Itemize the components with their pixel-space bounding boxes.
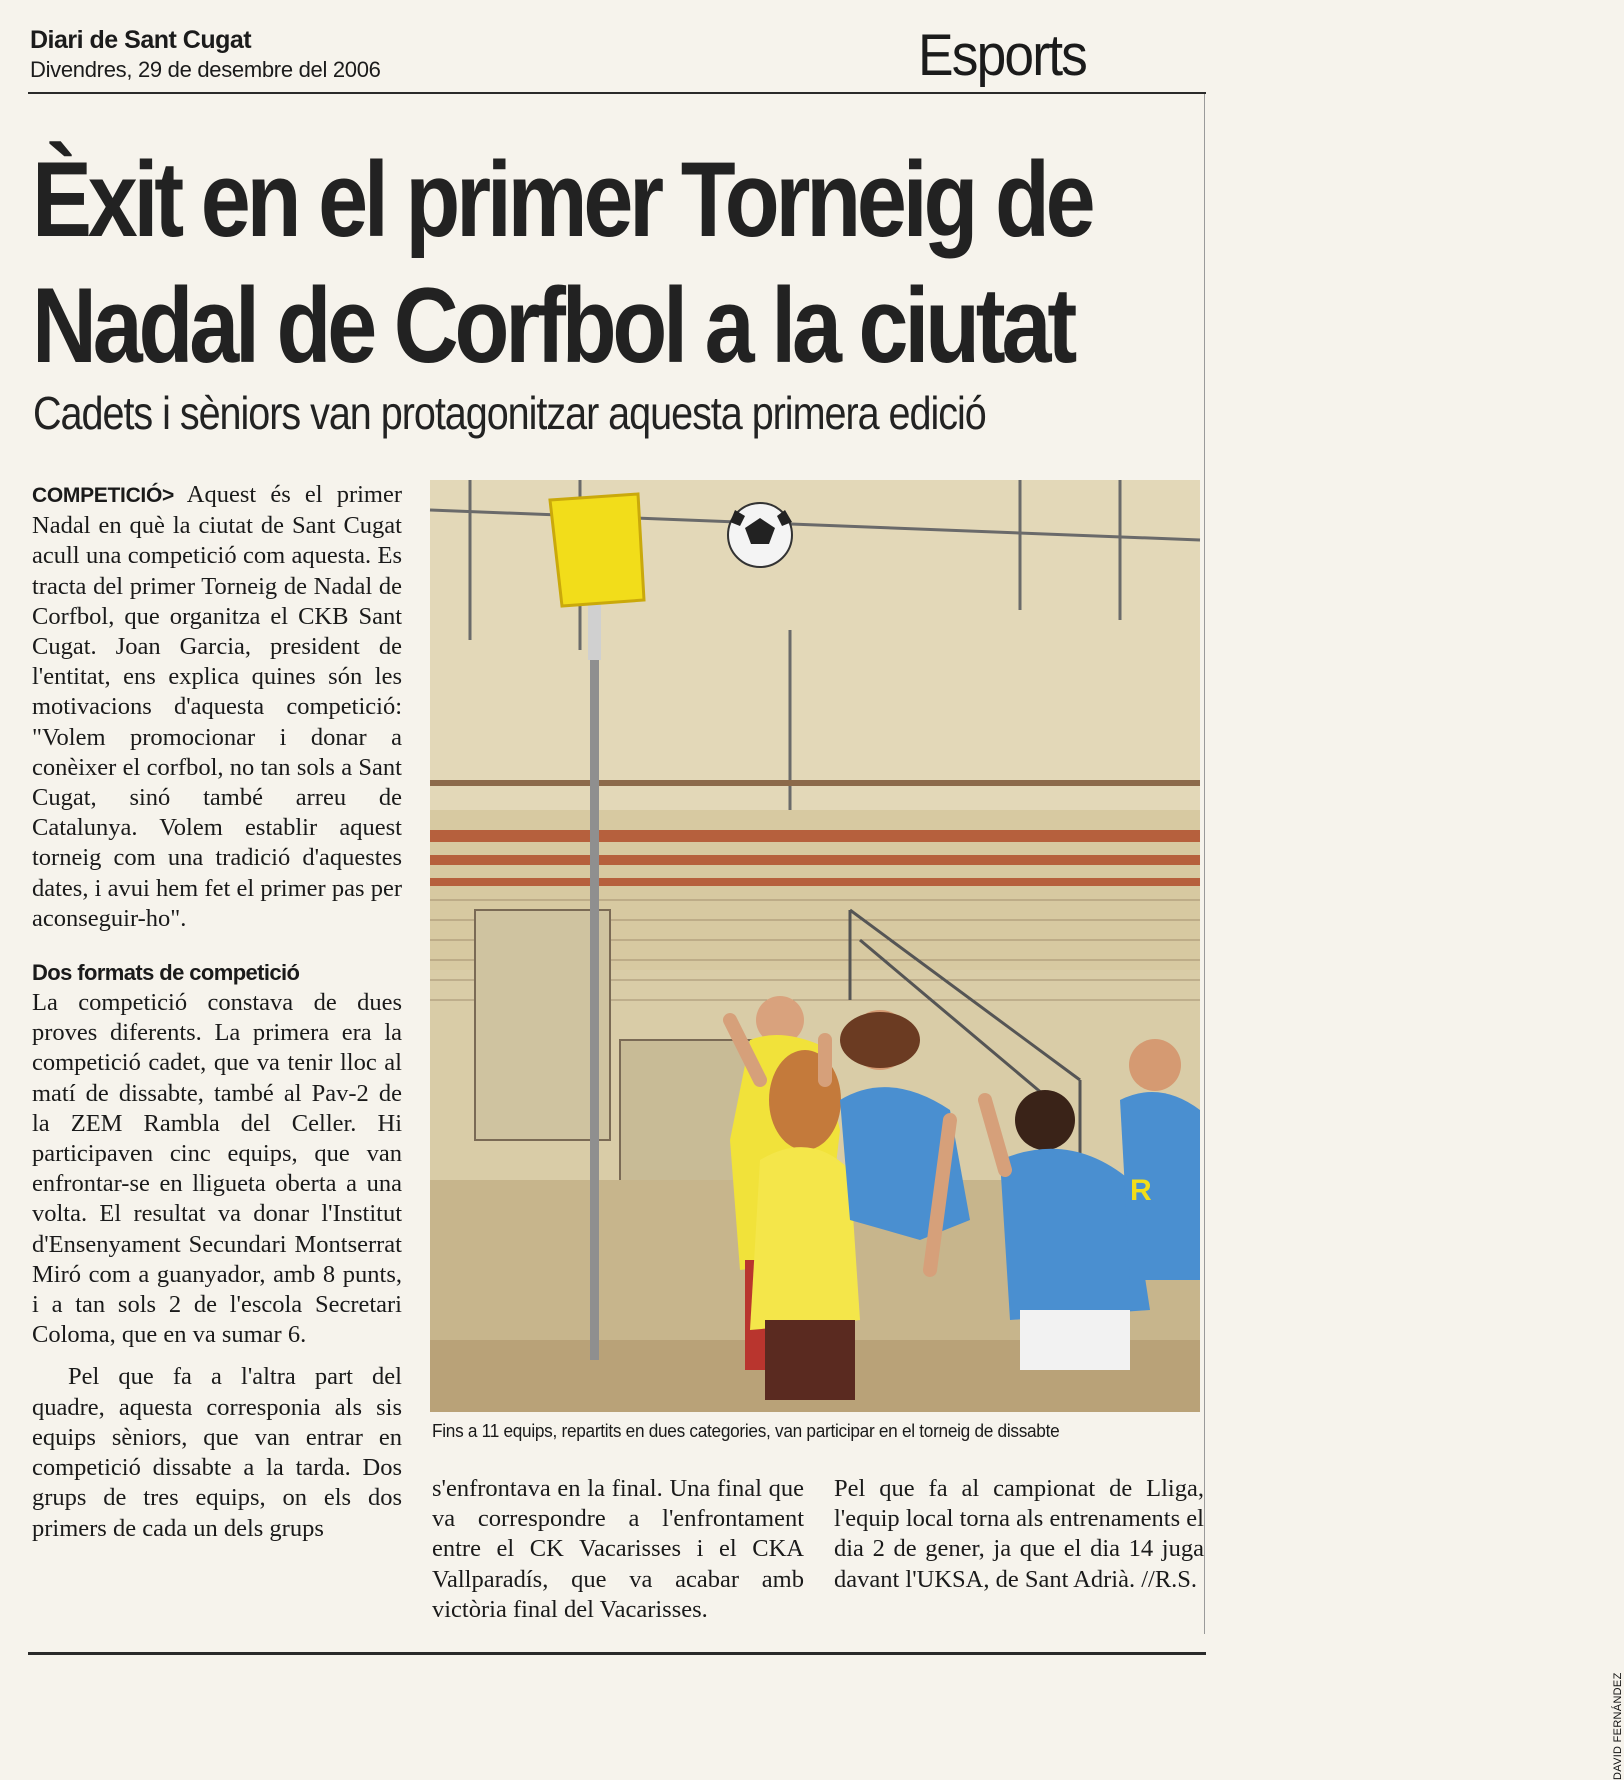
header-rule (28, 92, 1206, 94)
publication-date: Divendres, 29 de desembre del 2006 (30, 57, 381, 82)
photo-caption: Fins a 11 equips, repartits en dues categories, van participar en el torneig de dissabte (432, 1420, 1060, 1441)
paragraph-3-continued: s'enfrontava en la final. Una final que va correspondre a l'enfrontament entre el CK Vacarisses i el CKA Vallparadís, que va acabar amb victòria final del Vacarisses. (432, 1475, 804, 1623)
photo-credit: DAVID FERNÁNDEZ (1612, 1672, 1624, 1780)
footer-rule (28, 1652, 1206, 1655)
masthead (30, 26, 381, 83)
lead-text: Aquest és el primer Nadal en què la ciutat de Sant Cugat acull una competició com aquesta. Es tracta del primer Torneig de Nadal de Corfbol, que organitza el CKB Sant Cugat. Joan Garcia, president de l'entitat, ens explica quines són les motivacions d'aquesta competició: "Volem promocionar i donar a conèixer el corfbol, no tan sols a Sant Cugat, sinó també arreu de Catalunya. Volem establir aquest torneig com una tradició d'aquestes dates, i avui hem fet el primer pas per aconseguir-ho". (32, 481, 402, 932)
svg-text:R: R (1130, 1174, 1152, 1207)
paragraph-3: Pel que fa a l'altra part del quadre, aquesta corresponia als sis equips sèniors, que van entrar en competició dissabte a la tarda. Dos grups de tres equips, on els dos primers de cada un dels grups (32, 1363, 402, 1542)
section-subtitle: Dos formats de competició (32, 960, 300, 986)
lead-paragraph (32, 480, 402, 934)
column-3 (834, 1474, 1204, 1595)
right-margin-rule (1204, 94, 1205, 1634)
section-title: Esports (918, 23, 1087, 88)
headline-line-1: Èxit en el primer Torneig de (32, 139, 1092, 259)
paragraph-4: Pel que fa al campionat de Lliga, l'equip local torna als entrenaments el dia 2 de gener, ja que el dia 14 juga davant l'UKSA, de Sant Adrià. //R.S. (834, 1475, 1204, 1593)
article-subheadline: Cadets i sèniors van protagonitzar aquesta primera edició (33, 387, 986, 439)
headline-line-2: Nadal de Corfbol a la ciutat (32, 265, 1074, 385)
column-2 (432, 1474, 804, 1625)
paragraph-2: La competició constava de dues proves diferents. La primera era la competició cadet, que va tenir lloc al matí de dissabte, també al Pav-2 de la ZEM Rambla del Celler. Hi participaven cinc equips, que van enfrontar-se en lligueta oberta a una volta. El resultat va donar l'Institut d'Ensenyament Secundari Montserrat Miró com a guanyador, amb 8 punts, i a tan sols 2 de l'escola Secretari Coloma, que en va sumar 6. (32, 989, 402, 1349)
paper-name: Diari de Sant Cugat (30, 26, 252, 54)
article-headline (32, 136, 1192, 388)
korfball-photo-illustration (430, 480, 1200, 1412)
column-1 (32, 480, 402, 1544)
lead-label: COMPETICIÓ> (32, 484, 174, 507)
